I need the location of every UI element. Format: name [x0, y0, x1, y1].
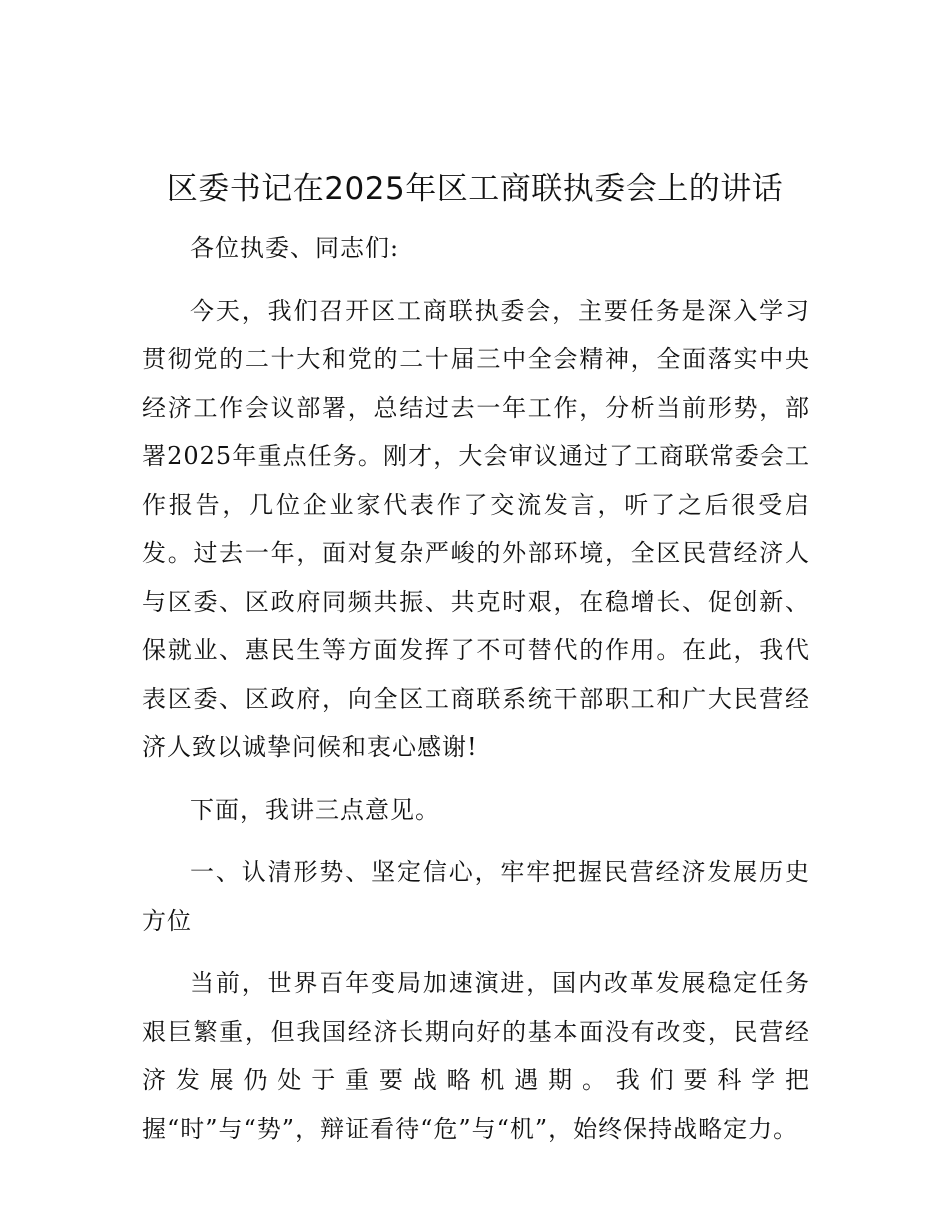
section-heading-1: 一、认清形势、坚定信心，牢牢把握民营经济发展历史方位	[142, 858, 810, 935]
document-body	[142, 224, 810, 1153]
opening-paragraph: 今天，我们召开区工商联执委会，主要任务是深入学习贯彻党的二十大和党的二十届三中全会精神，全面落实中央经济工作会议部署，总结过去一年工作，分析当前形势，部署2025年重点任务。刚才，大会审议通过了工商联常委会工作报告，几位企业家代表作了交流发言，听了之后很受启发。过去一年，面对复杂严峻的外部环境，全区民营经济人与区委、区政府同频共振、共克时艰，在稳增长、促创新、保就业、惠民生等方面发挥了不可替代的作用。在此，我代表区委、区政府，向全区工商联系统干部职工和广大民营经济人致以诚挚问候和衷心感谢!	[142, 296, 810, 761]
document-title: 区委书记在2025年区工商联执委会上的讲话	[166, 171, 784, 207]
salutation-paragraph: 各位执委、同志们:	[190, 234, 400, 262]
section-paragraph-1: 当前，世界百年变局加速演进，国内改革发展稳定任务艰巨繁重，但我国经济长期向好的基本面没有改变，民营经济发展仍处于重要战略机遇期。我们要科学把握“时”与“势”，辩证看待“危”与“机”，始终保持战略定力。	[142, 969, 810, 1143]
transition-paragraph: 下面，我讲三点意见。	[190, 795, 440, 824]
